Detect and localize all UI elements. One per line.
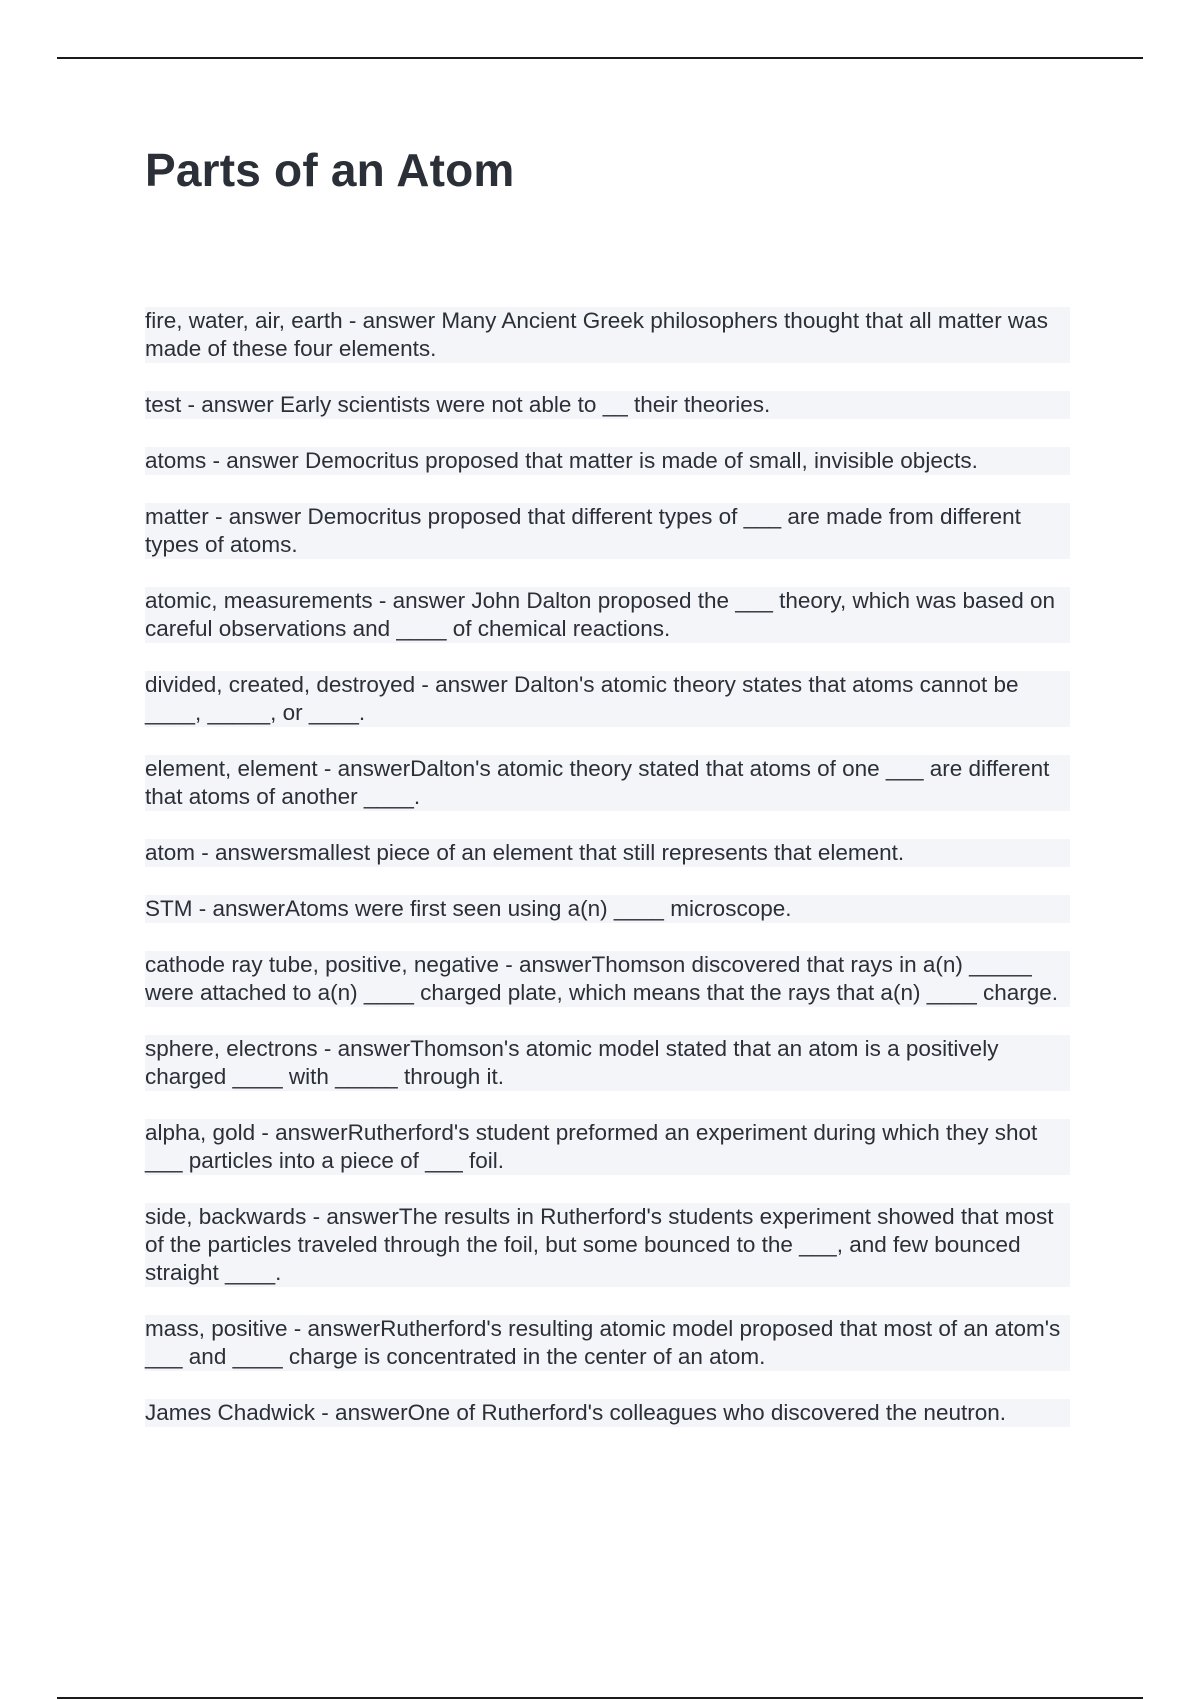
document-body [145,140,1090,1455]
footer-rule [57,1697,1143,1699]
flashcard-item: alpha, gold - answerRutherford's student preformed an experiment during which they shot ___ particles into a piece of ___ foil. [145,1119,1070,1175]
flashcard-item: matter - answer Democritus proposed that different types of ___ are made from different types of atoms. [145,503,1070,559]
flashcard-item: cathode ray tube, positive, negative - answerThomson discovered that rays in a(n) _____ were attached to a(n) ____ charged plate, which means that the rays that a(n) ____ charge. [145,951,1070,1007]
page-title: Parts of an Atom [145,144,515,196]
flashcard-item: fire, water, air, earth - answer Many Ancient Greek philosophers thought that all matter was made of these four elements. [145,307,1070,363]
header-rule [57,57,1143,59]
flashcard-item: side, backwards - answerThe results in Rutherford's students experiment showed that most of the particles traveled through the foil, but some bounced to the ___, and few bounced straight ____. [145,1203,1070,1287]
flashcard-item: atomic, measurements - answer John Dalton proposed the ___ theory, which was based on careful observations and ____ of chemical reactions. [145,587,1070,643]
flashcard-item: divided, created, destroyed - answer Dalton's atomic theory states that atoms cannot be ____, _____, or ____. [145,671,1070,727]
flashcard-item: sphere, electrons - answerThomson's atomic model stated that an atom is a positively charged ____ with _____ through it. [145,1035,1070,1091]
flashcard-item: STM - answerAtoms were first seen using a(n) ____ microscope. [145,895,1070,923]
flashcard-item: mass, positive - answerRutherford's resulting atomic model proposed that most of an atom's ___ and ____ charge is concentrated in the center of an atom. [145,1315,1070,1371]
flashcard-list [145,307,1090,1427]
flashcard-item: test - answer Early scientists were not able to __ their theories. [145,391,1070,419]
flashcard-item: atom - answersmallest piece of an element that still represents that element. [145,839,1070,867]
flashcard-item: element, element - answerDalton's atomic theory stated that atoms of one ___ are different that atoms of another ____. [145,755,1070,811]
flashcard-item: atoms - answer Democritus proposed that matter is made of small, invisible objects. [145,447,1070,475]
flashcard-item: James Chadwick - answerOne of Rutherford's colleagues who discovered the neutron. [145,1399,1070,1427]
